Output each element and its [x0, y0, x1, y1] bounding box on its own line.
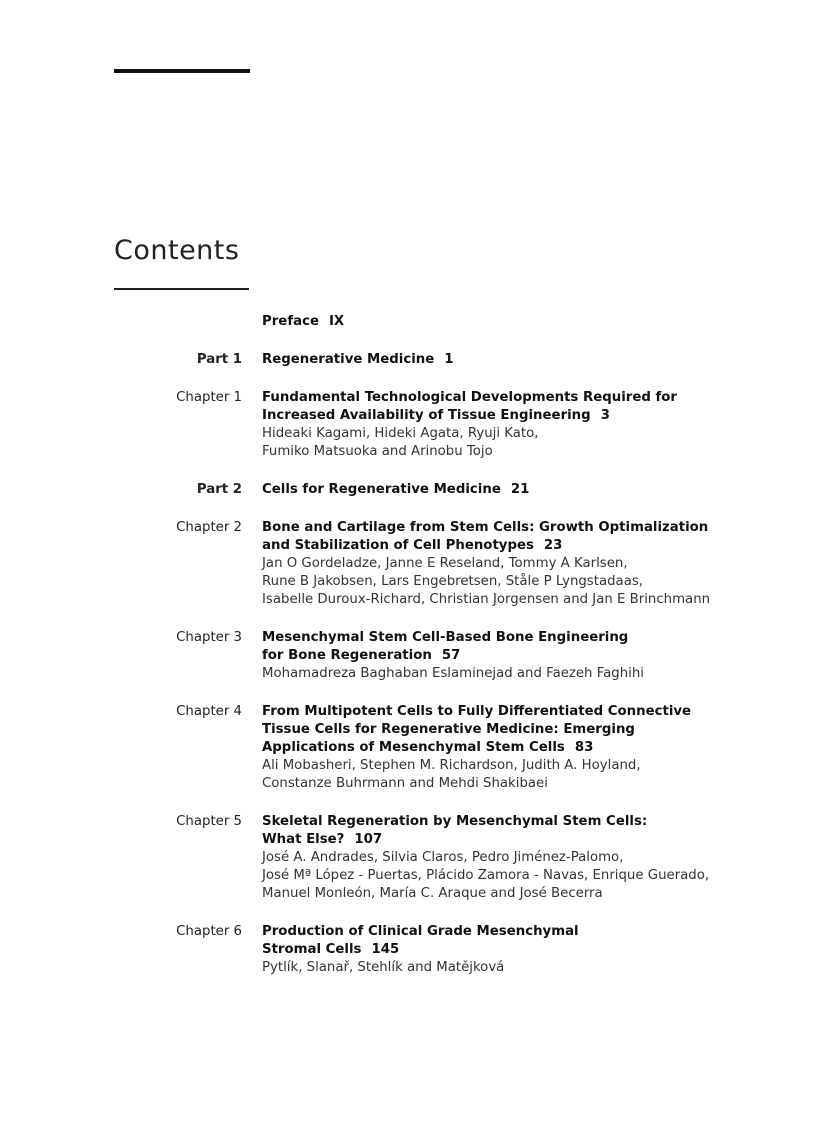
entry-title-line: Tissue Cells for Regenerative Medicine: Emerging [262, 722, 635, 737]
entry-title-line: for Bone Regeneration 57 [262, 648, 461, 663]
author-line: José A. Andrades, Silvia Claros, Pedro Jiménez-Palomo, [262, 850, 624, 865]
page-number: 107 [354, 832, 383, 847]
entry-title-line: Regenerative Medicine 1 [262, 352, 454, 367]
toc-entry[interactable] [0, 519, 816, 609]
author-line: Pytlík, Slanař, Stehlík and Matějková [262, 960, 505, 975]
author-line: Rune B Jakobsen, Lars Engebretsen, Ståle P Lyngstadaas, [262, 574, 643, 589]
entry-label: Chapter 5 [176, 814, 242, 829]
author-line: Mohamadreza Baghaban Eslaminejad and Faezeh Faghihi [262, 666, 644, 681]
page-title: Contents [114, 235, 240, 266]
page-number: 83 [574, 740, 594, 755]
entry-authors [262, 425, 722, 461]
entry-title-line: Increased Availability of Tissue Engineering 3 [262, 408, 610, 423]
page-number: IX [328, 314, 345, 329]
entry-authors [262, 959, 722, 977]
page-number: 21 [510, 482, 530, 497]
entry-title-line: Production of Clinical Grade Mesenchymal [262, 924, 579, 939]
author-line: Constanze Buhrmann and Mehdi Shakibaei [262, 776, 548, 791]
author-line: Fumiko Matsuoka and Arinobu Tojo [262, 444, 493, 459]
entry-title-line: Mesenchymal Stem Cell-Based Bone Engineering [262, 630, 629, 645]
author-line: Manuel Monleón, María C. Araque and José Becerra [262, 886, 603, 901]
entry-label: Part 1 [196, 352, 242, 367]
entry-title-line: and Stabilization of Cell Phenotypes 23 [262, 538, 563, 553]
entry-title-line: From Multipotent Cells to Fully Differentiated Connective [262, 704, 692, 719]
entry-label: Part 2 [196, 482, 242, 497]
entry-label: Chapter 4 [176, 704, 242, 719]
entry-title-line: Fundamental Technological Developments Required for [262, 390, 677, 405]
entry-label: Chapter 6 [176, 924, 242, 939]
toc-entry[interactable] [0, 703, 816, 793]
entry-authors [262, 555, 722, 609]
author-line: Ali Mobasheri, Stephen M. Richardson, Judith A. Hoyland, [262, 758, 641, 773]
entry-title: Preface IX [262, 314, 345, 329]
entry-title-line: What Else? 107 [262, 832, 383, 847]
toc-entry[interactable] [0, 389, 816, 461]
author-line: Isabelle Duroux-Richard, Christian Jorgensen and Jan E Brinchmann [262, 592, 711, 607]
toc-entry[interactable] [0, 481, 816, 499]
entry-title-line: Bone and Cartilage from Stem Cells: Growth Optimalization [262, 520, 709, 535]
page-number: 3 [600, 408, 610, 423]
page-number: 57 [441, 648, 461, 663]
entry-authors [262, 665, 722, 683]
toc-entry[interactable] [0, 351, 816, 369]
entry-title-line: Skeletal Regeneration by Mesenchymal Stem Cells: [262, 814, 648, 829]
entry-title-line: Cells for Regenerative Medicine 21 [262, 482, 530, 497]
toc-entry[interactable] [0, 813, 816, 903]
entry-label: Chapter 3 [176, 630, 242, 645]
entry-label: Chapter 2 [176, 520, 242, 535]
entry-title-line: Applications of Mesenchymal Stem Cells 83 [262, 740, 594, 755]
toc-list [0, 313, 816, 997]
page-number: 23 [543, 538, 563, 553]
entry-authors [262, 757, 722, 793]
entry-title-line: Stromal Cells 145 [262, 942, 400, 957]
author-line: José Mª López - Puertas, Plácido Zamora - Navas, Enrique Guerado, [262, 868, 710, 883]
toc-entry[interactable] [0, 629, 816, 683]
entry-label: Chapter 1 [176, 390, 242, 405]
toc-entry-preface[interactable] [0, 313, 816, 331]
author-line: Jan O Gordeladze, Janne E Reseland, Tommy A Karlsen, [262, 556, 628, 571]
author-line: Hideaki Kagami, Hideki Agata, Ryuji Kato, [262, 426, 539, 441]
title-rule [114, 288, 249, 290]
top-rule [114, 69, 250, 73]
page-number: 145 [371, 942, 400, 957]
toc-entry[interactable] [0, 923, 816, 977]
entry-authors [262, 849, 722, 903]
page-number: 1 [444, 352, 454, 367]
